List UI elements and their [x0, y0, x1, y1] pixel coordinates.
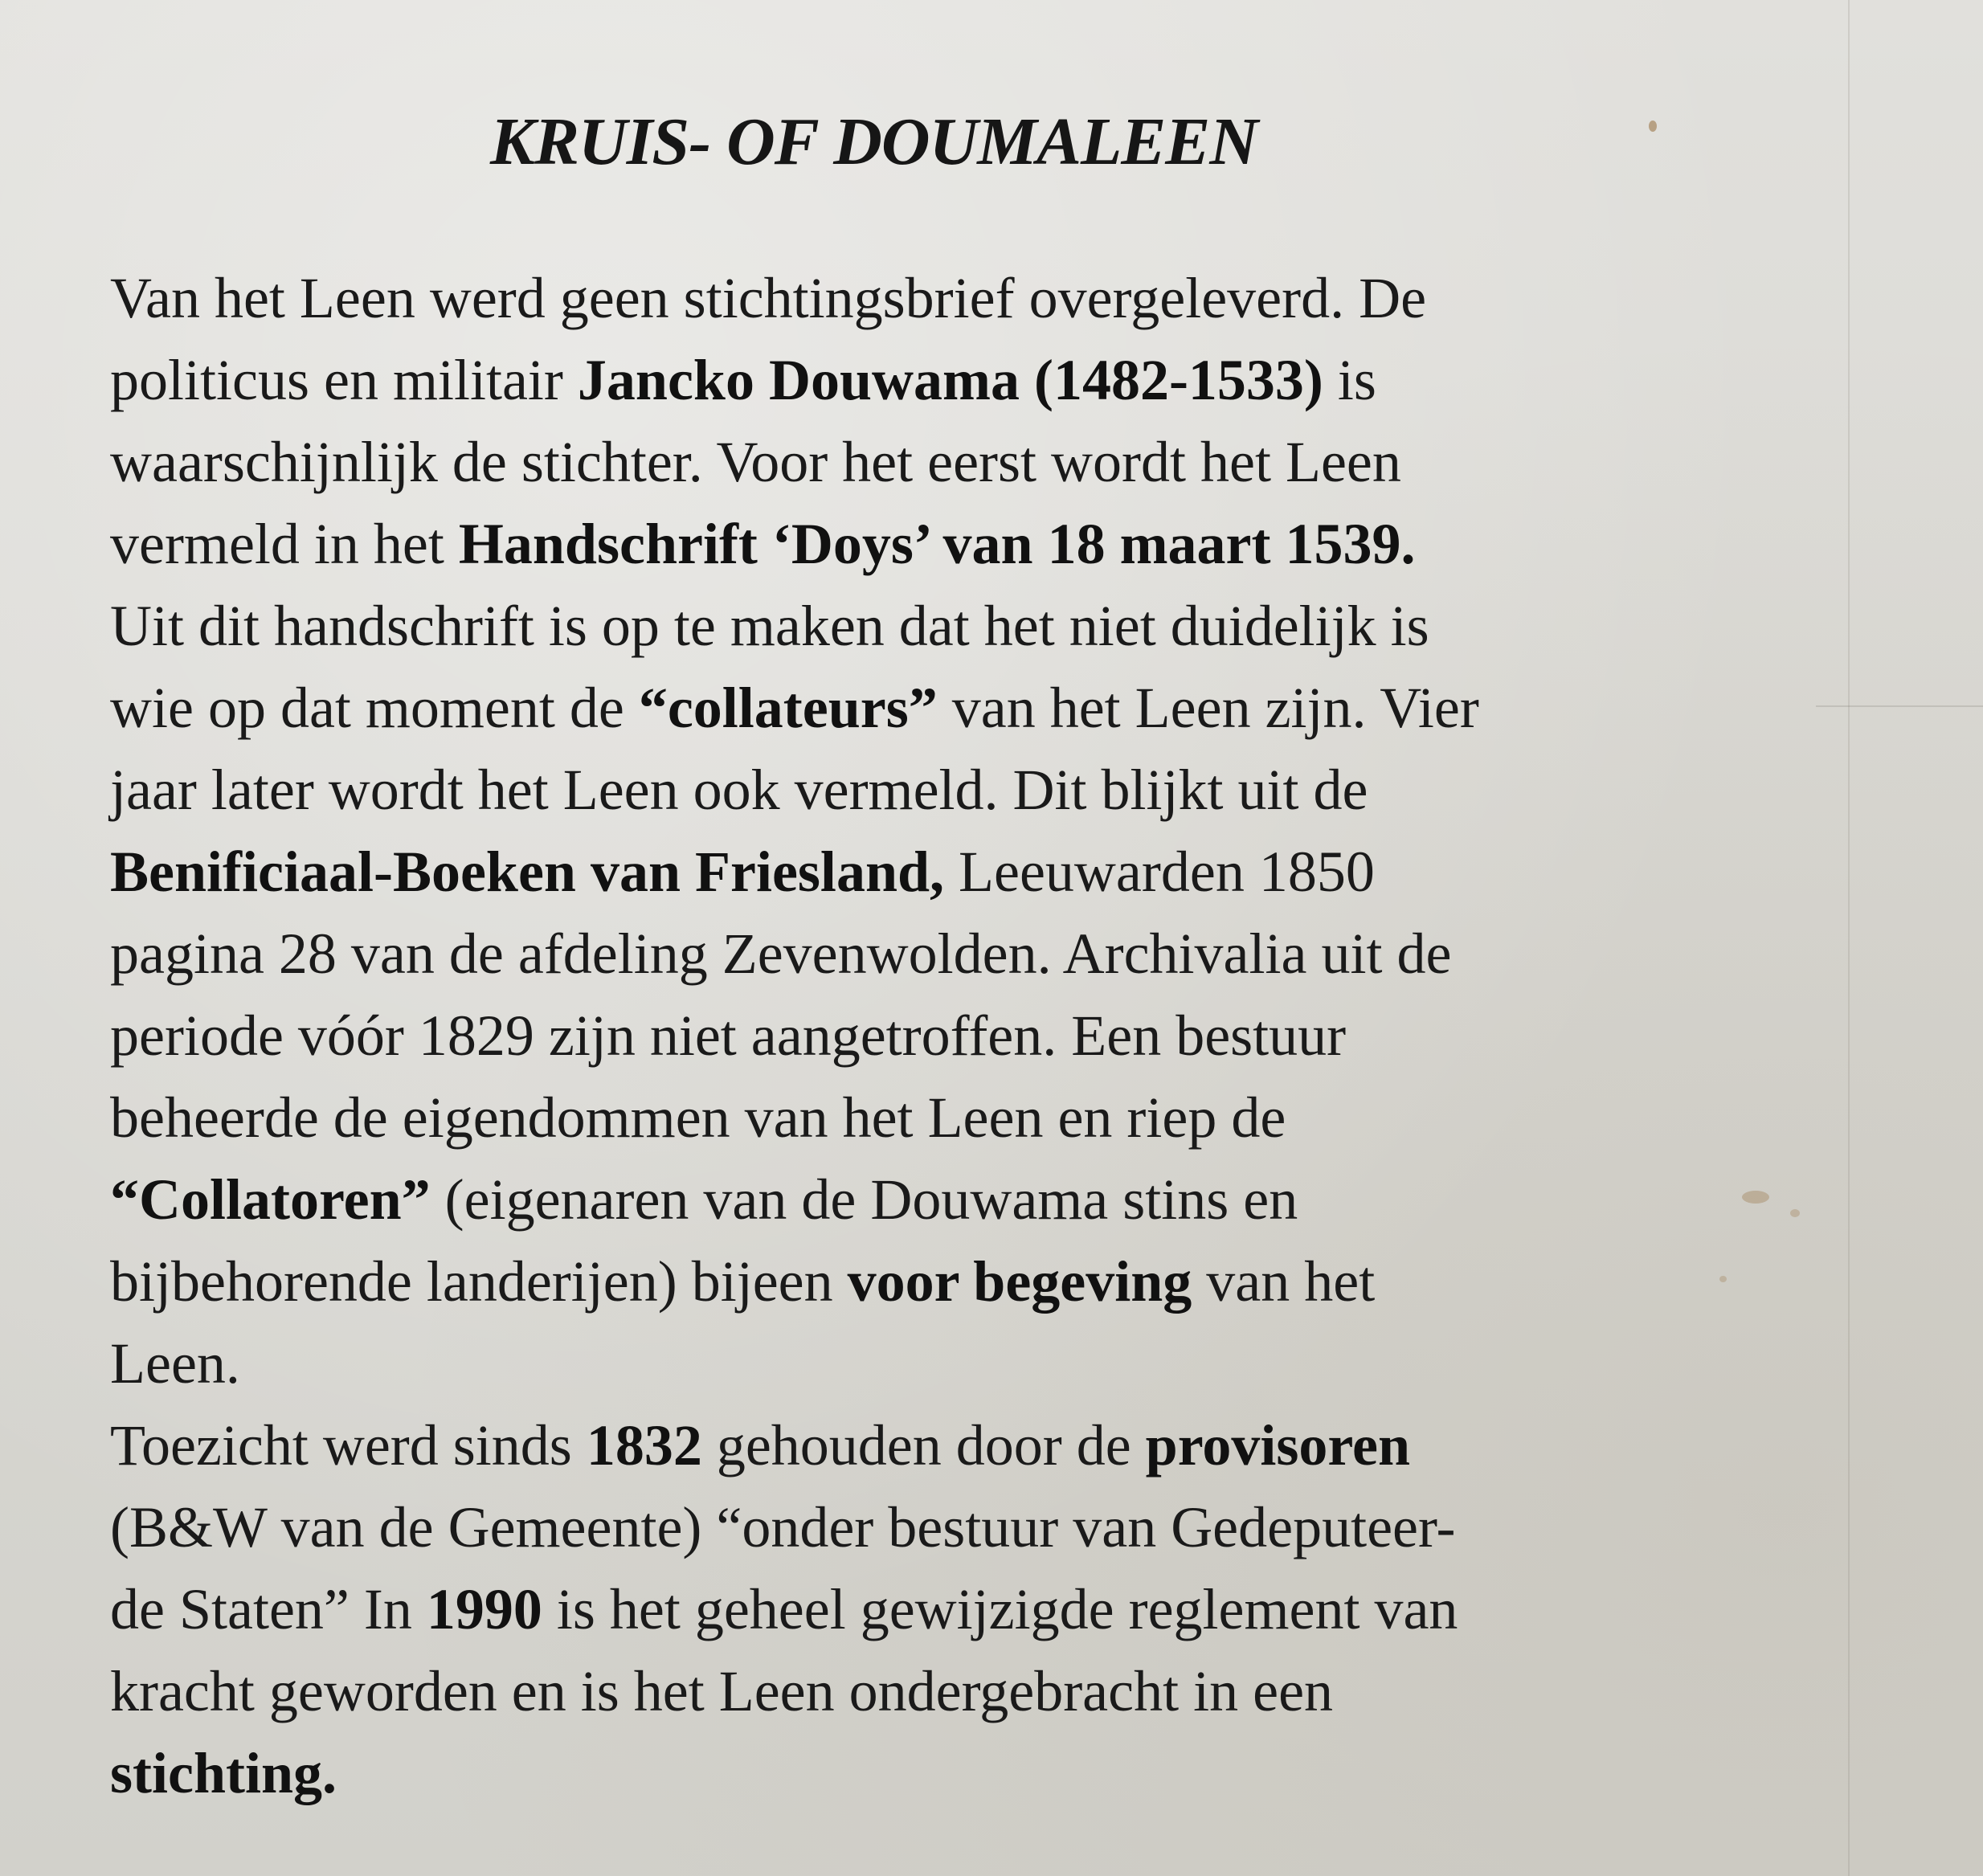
- text-line: [110, 1404, 1862, 1486]
- text-run: beheerde de eigendommen van het Leen en riep de: [110, 1085, 1286, 1150]
- text-run: waarschijnlijk de stichter. Voor het eerst wordt het Leen: [110, 430, 1401, 494]
- text-run: Leen.: [110, 1331, 240, 1396]
- text-run: gehouden door de: [701, 1413, 1146, 1478]
- bold-text: Benificiaal-Boeken van Friesland,: [110, 840, 945, 904]
- bold-text: voor begeving: [847, 1249, 1192, 1314]
- text-line: [110, 503, 1862, 585]
- text-line: [110, 1650, 1862, 1732]
- text-run: is het geheel gewijzigde reglement van: [542, 1577, 1458, 1641]
- text-line: [110, 585, 1862, 667]
- text-run: van het Leen zijn. Vier: [937, 676, 1479, 740]
- text-line: [110, 339, 1862, 421]
- text-line: [110, 257, 1862, 339]
- text-line: [110, 1486, 1862, 1568]
- bold-text: Jancko Douwama (1482-1533): [577, 348, 1323, 412]
- bold-text: Handschrift ‘Doys’ van 18 maart 1539.: [458, 512, 1416, 576]
- text-run: Toezicht werd sinds: [110, 1413, 587, 1478]
- bold-text: 1990: [426, 1577, 542, 1641]
- text-run: pagina 28 van de afdeling Zevenwolden. Archivalia uit de: [110, 922, 1452, 986]
- text-line: [110, 913, 1862, 995]
- text-run: wie op dat moment de: [110, 676, 639, 740]
- text-run: kracht geworden en is het Leen ondergebracht in een: [110, 1659, 1334, 1723]
- text-line: [110, 995, 1862, 1077]
- document-body: [110, 257, 1862, 1814]
- text-run: periode vóór 1829 zijn niet aangetroffen. Een bestuur: [110, 1003, 1347, 1068]
- text-run: Uit dit handschrift is op te maken dat het niet duidelijk is: [110, 594, 1429, 658]
- text-run: vermeld in het: [110, 512, 459, 576]
- text-line: [110, 421, 1862, 503]
- text-run: bijbehorende landerijen) bijeen: [110, 1249, 848, 1314]
- text-run: Van het Leen werd geen stichtingsbrief overgeleverd. De: [110, 266, 1427, 330]
- bold-text: 1832: [586, 1413, 702, 1478]
- text-run: politicus en militair: [110, 348, 578, 412]
- bold-text: stichting.: [110, 1741, 337, 1805]
- text-run: is: [1323, 348, 1376, 412]
- text-line: [110, 831, 1862, 913]
- text-line: [110, 1322, 1862, 1404]
- text-run: Leeuwarden 1850: [944, 840, 1375, 904]
- text-run: jaar later wordt het Leen ook vermeld. Dit blijkt uit de: [110, 758, 1368, 822]
- text-line: [110, 667, 1862, 749]
- bold-text: “Collatoren”: [110, 1167, 431, 1232]
- bold-text: provisoren: [1145, 1413, 1411, 1478]
- text-run: (B&W van de Gemeente) “onder bestuur van Gedeputeer-: [110, 1495, 1456, 1559]
- text-run: de Staten” In: [110, 1577, 427, 1641]
- text-line: [110, 1077, 1862, 1159]
- text-line: [110, 749, 1862, 831]
- text-line: [110, 1159, 1862, 1240]
- text-run: van het: [1192, 1249, 1376, 1314]
- text-line: [110, 1732, 1862, 1814]
- text-line: [110, 1240, 1862, 1322]
- document-title: KRUIS- OF DOUMALEEN: [490, 104, 1257, 179]
- bold-text: “collateurs”: [638, 676, 938, 740]
- text-run: (eigenaren van de Douwama stins en: [430, 1167, 1298, 1232]
- paper-stain: [1649, 121, 1657, 132]
- text-line: [110, 1568, 1862, 1650]
